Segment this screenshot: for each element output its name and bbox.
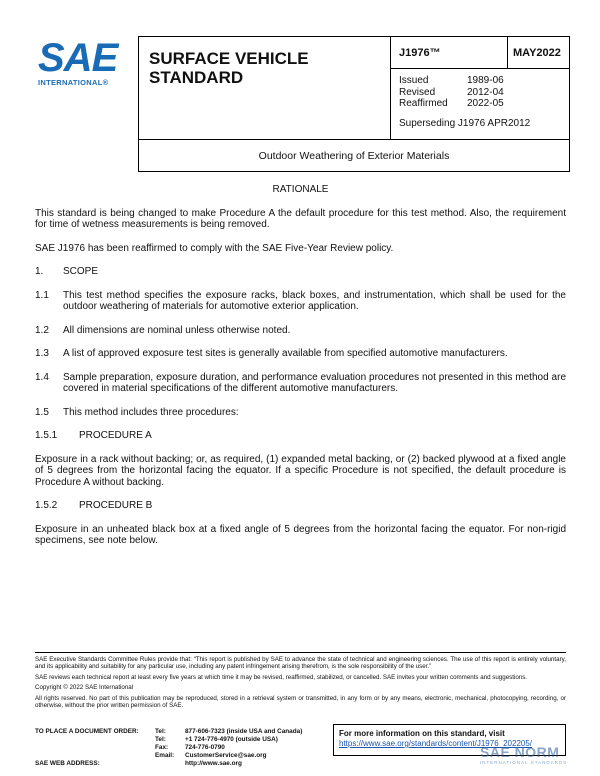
sae-logo xyxy=(38,38,128,88)
section-text: This test method specifies the exposure racks, black boxes, and instrumentation, which shall be used for the outdoor weathering of materials for automotive exterior application. xyxy=(63,289,566,312)
order-contacts xyxy=(35,728,335,760)
contact-label: Tel: xyxy=(155,736,166,743)
section-text: A list of approved exposure test sites is generally available from specified automotive manufacturers. xyxy=(63,348,508,359)
date-label: Issued xyxy=(399,75,429,86)
watermark-text: SAE NORM xyxy=(480,744,560,760)
standard-url-link[interactable]: https://www.sae.org/standards/content/J1976_202205/ xyxy=(339,739,533,748)
email-link[interactable]: CustomerService@sae.org xyxy=(185,752,267,759)
rationale-paragraph: This standard is being changed to make Procedure A the default procedure for this test method. Also, the requirement for time of wetness measurements is being removed. xyxy=(35,207,566,230)
date-label: Reaffirmed xyxy=(399,98,448,109)
section-number: 1.3 xyxy=(35,348,49,359)
superseding-note: Superseding J1976 APR2012 xyxy=(399,117,531,129)
date-label: Revised xyxy=(399,86,436,98)
section-1-2 xyxy=(35,325,566,337)
date-row-reaffirmed xyxy=(399,98,570,110)
section-1-5 xyxy=(35,407,566,419)
contact-row xyxy=(35,728,335,736)
document-header xyxy=(138,36,570,172)
date-row-issued xyxy=(399,75,570,87)
section-text: Sample preparation, exposure duration, and performance evaluation procedures not presented in this method are covered in material specifications of the different automotive manufacturers. xyxy=(63,371,566,394)
contact-row xyxy=(35,744,335,752)
logo-subtitle: INTERNATIONAL® xyxy=(38,78,109,87)
contact-value: +1 724-776-4970 (outside USA) xyxy=(185,736,278,743)
section-number: 1.5.2 xyxy=(35,500,58,511)
section-text: This method includes three procedures: xyxy=(63,406,239,418)
section-1-3 xyxy=(35,348,566,360)
procedure-a-heading xyxy=(35,430,566,442)
section-1-4 xyxy=(35,372,566,395)
contact-row xyxy=(35,752,335,760)
contact-label: Email: xyxy=(155,752,175,759)
date-value: 2012-04 xyxy=(467,86,504,98)
section-number: 1.4 xyxy=(35,371,49,383)
section-text: All dimensions are nominal unless otherwise noted. xyxy=(63,324,291,336)
document-date: MAY2022 xyxy=(508,37,570,69)
procedure-b-heading xyxy=(35,500,566,512)
section-title: PROCEDURE A xyxy=(79,430,152,441)
rules-notice: SAE Executive Standards Committee Rules provide that: “This report is published by SAE to advance the state of technical and engineering sciences. The use of this report is entirely voluntary, and its applicability and suitability for any particular use, including any patent infringement arising therefrom, is the sole responsibility of the user.” xyxy=(35,656,566,671)
watermark xyxy=(480,744,598,774)
section-number: 1.1 xyxy=(35,289,49,301)
section-number: 1.5 xyxy=(35,406,49,418)
document-body xyxy=(35,184,566,559)
web-address xyxy=(35,760,242,767)
section-1-1 xyxy=(35,290,566,313)
copyright: Copyright © 2022 SAE International xyxy=(35,684,134,692)
document-number: J1976™ xyxy=(391,37,508,69)
review-notice: SAE reviews each technical report at least every five years at which time it may be revised, reaffirmed, stabilized, or cancelled. SAE invites your written comments and suggestions. xyxy=(35,673,528,681)
contact-value: 724-776-0790 xyxy=(185,744,225,751)
document-title: Outdoor Weathering of Exterior Materials xyxy=(139,139,569,172)
contact-value: 877-606-7323 (inside USA and Canada) xyxy=(185,728,303,735)
rights-notice: All rights reserved. No part of this publication may be reproduced, stored in a retrieval system or transmitted, in any form or by any means, electronic, mechanical, photocopying, recording, or otherwise, without the prior written permission of SAE. xyxy=(35,694,566,710)
document-type-line1: SURFACE VEHICLE xyxy=(149,49,309,68)
footer-legal xyxy=(35,656,566,712)
section-number: 1.2 xyxy=(35,324,49,336)
procedure-a-text: Exposure in a rack without backing; or, as required, (1) expanded metal backing, or (2) backed plywood at a fixed angle of 5 degrees from the horizontal facing the equator. If a specific Procedure is not specified, the default procedure is Procedure A without backing. xyxy=(35,453,566,488)
contact-label: Tel: xyxy=(155,728,166,735)
section-title: PROCEDURE B xyxy=(79,500,153,511)
web-label: SAE WEB ADDRESS: xyxy=(35,760,100,767)
contact-row xyxy=(35,736,335,744)
contact-label: Fax: xyxy=(155,744,169,751)
rationale-heading: RATIONALE xyxy=(272,184,329,195)
rationale-paragraph: SAE J1976 has been reaffirmed to comply with the SAE Five-Year Review policy. xyxy=(35,242,394,254)
section-number: 1.5.1 xyxy=(35,430,58,441)
web-link[interactable]: http://www.sae.org xyxy=(185,760,242,767)
date-value: 1989-06 xyxy=(467,75,504,86)
revision-dates xyxy=(391,69,570,139)
scope-heading xyxy=(35,266,566,278)
procedure-b-text: Exposure in an unheated black box at a fixed angle of 5 degrees from the horizontal facing the equator. For non-rigid specimens, see note below. xyxy=(35,523,566,546)
date-row-revised xyxy=(399,87,570,99)
watermark-subtext: INTERNATIONAL STANDARDS xyxy=(480,760,568,765)
more-info-heading: For more information on this standard, visit xyxy=(339,729,505,738)
document-type xyxy=(139,37,391,139)
order-label: TO PLACE A DOCUMENT ORDER: xyxy=(35,728,139,735)
footer-divider xyxy=(35,652,566,653)
section-title: SCOPE xyxy=(63,266,99,277)
section-number: 1. xyxy=(35,266,44,277)
logo-mark: SAE xyxy=(38,36,118,80)
document-type-line2: STANDARD xyxy=(149,68,244,87)
date-value: 2022-05 xyxy=(467,98,504,109)
